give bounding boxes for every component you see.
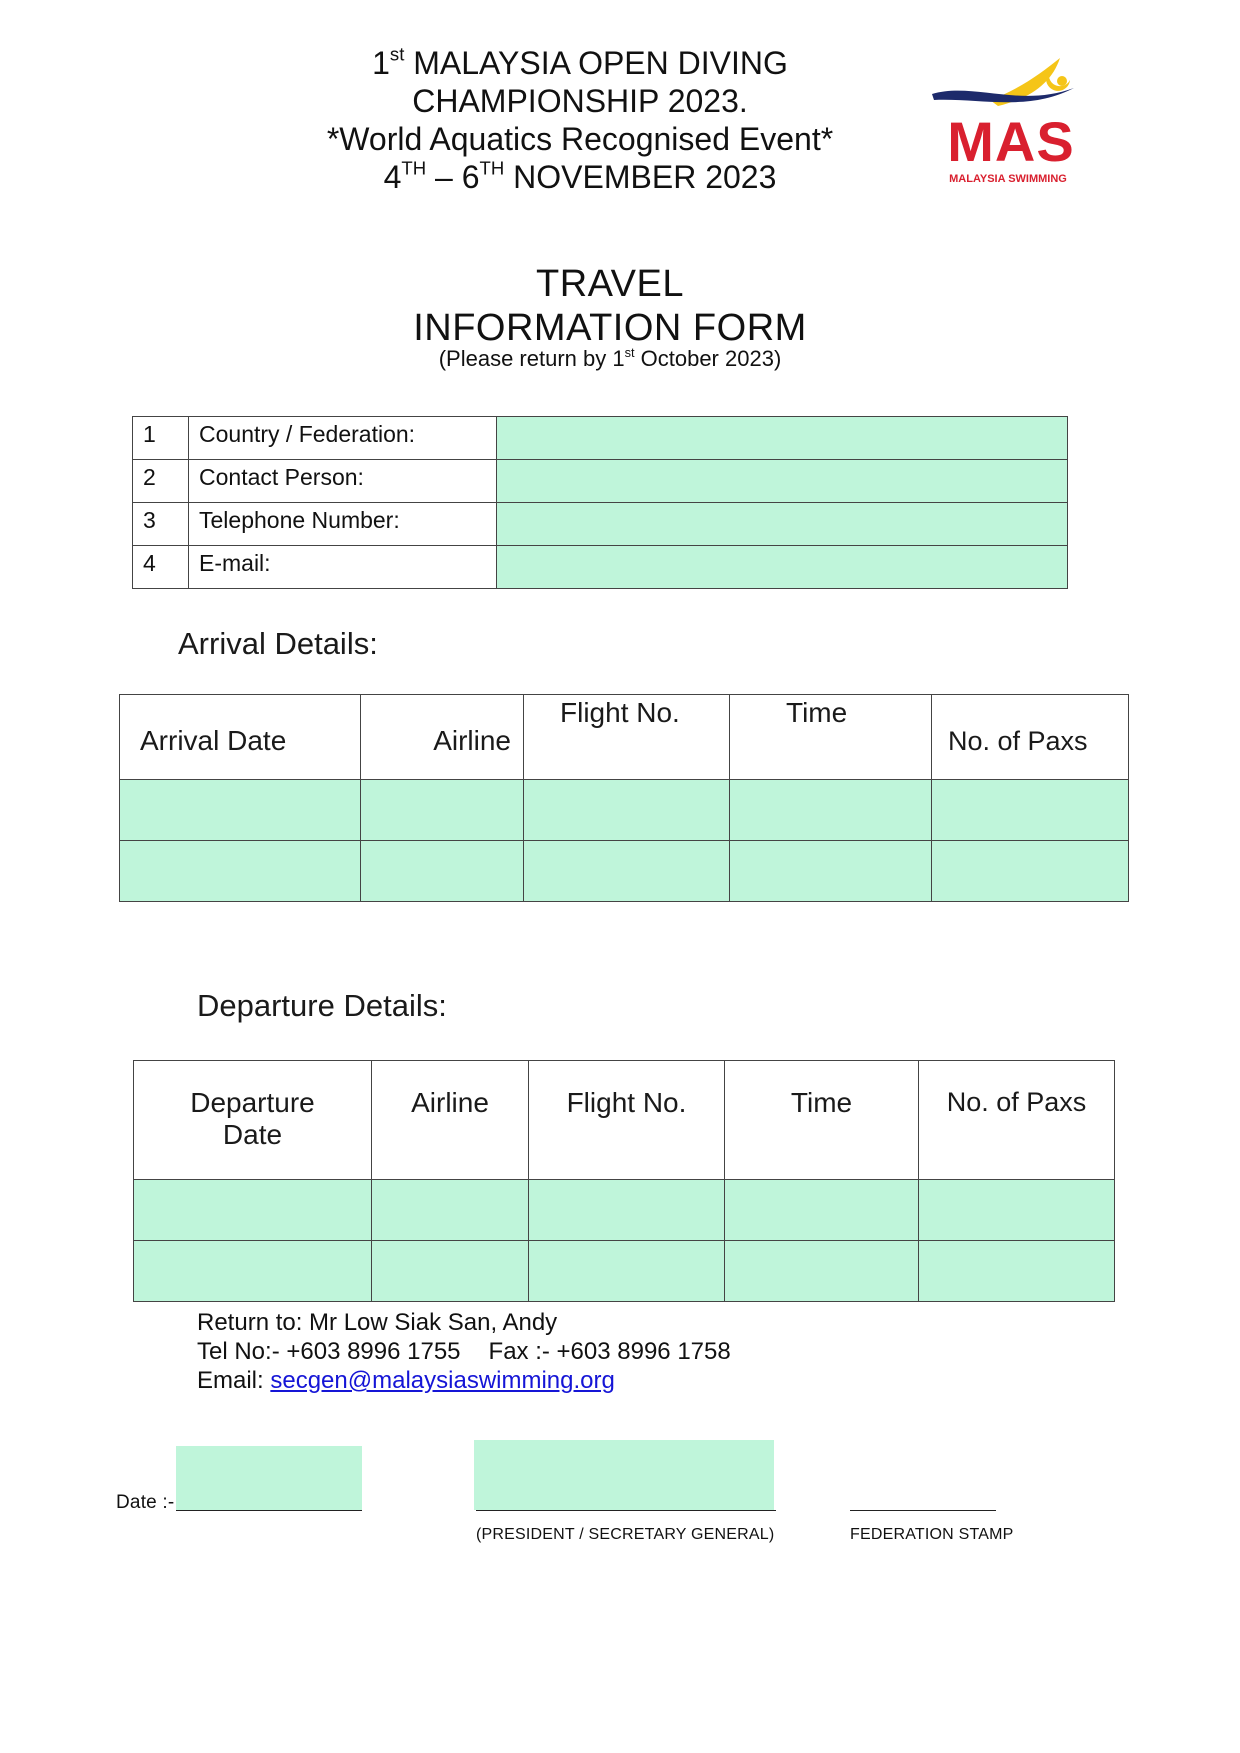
arrival-airline-cell[interactable]: [361, 780, 524, 841]
header-time: Time: [730, 695, 932, 780]
mas-logo: [928, 54, 1088, 190]
departure-airline-cell[interactable]: [372, 1180, 529, 1241]
info-row: [133, 503, 1068, 546]
arrival-row: [120, 841, 1129, 902]
departure-header-row: [134, 1061, 1115, 1180]
header-arrival-date: Arrival Date: [120, 695, 361, 780]
departure-time-cell[interactable]: [725, 1180, 919, 1241]
row-label: Contact Person:: [189, 460, 497, 503]
arrival-row: [120, 780, 1129, 841]
info-row: [133, 460, 1068, 503]
event-header: [290, 44, 870, 196]
fax-text: Fax :- +603 8996 1758: [488, 1338, 731, 1365]
president-label: (PRESIDENT / SECRETARY GENERAL): [476, 1526, 775, 1543]
row-label: E-mail:: [189, 546, 497, 589]
event-recognition: *World Aquatics Recognised Event*: [326, 121, 834, 157]
row-label: Country / Federation:: [189, 417, 497, 460]
arrival-flight-cell[interactable]: [524, 780, 730, 841]
email-link[interactable]: secgen@malaysiaswimming.org: [270, 1367, 615, 1394]
row-number: 1: [133, 417, 189, 460]
departure-airline-cell[interactable]: [372, 1241, 529, 1302]
arrival-time-cell[interactable]: [730, 780, 932, 841]
departure-flight-cell[interactable]: [529, 1241, 725, 1302]
header-airline: Airline: [361, 695, 524, 780]
header-time: Time: [725, 1061, 919, 1180]
return-to-text: Return to: Mr Low Siak San, Andy: [197, 1309, 558, 1336]
logo-subtext: MALAYSIA SWIMMING: [949, 173, 1067, 185]
date-underline: [176, 1510, 362, 1511]
event-dates: 4TH – 6TH NOVEMBER 2023: [383, 157, 777, 195]
logo-text: MAS: [947, 110, 1075, 173]
departure-details-title: Departure Details:: [197, 988, 447, 1023]
date-field[interactable]: [176, 1446, 362, 1510]
info-row: [133, 417, 1068, 460]
arrival-paxs-cell[interactable]: [932, 780, 1129, 841]
departure-paxs-cell[interactable]: [919, 1241, 1115, 1302]
arrival-details-title: Arrival Details:: [178, 626, 378, 661]
arrival-date-cell[interactable]: [120, 841, 361, 902]
contact-block: [197, 1308, 731, 1395]
row-number: 2: [133, 460, 189, 503]
header-airline: Airline: [372, 1061, 529, 1180]
arrival-time-cell[interactable]: [730, 841, 932, 902]
signature-field[interactable]: [474, 1440, 774, 1510]
telephone-number-field[interactable]: [497, 503, 1068, 546]
departure-row: [134, 1241, 1115, 1302]
phone-fax-line: [197, 1337, 731, 1366]
header-no-of-paxs: No. of Paxs: [932, 695, 1129, 780]
country-federation-field[interactable]: [497, 417, 1068, 460]
stamp-label: FEDERATION STAMP: [850, 1526, 1014, 1543]
event-title-line2: CHAMPIONSHIP 2023.: [412, 83, 748, 119]
stamp-underline: [850, 1510, 996, 1511]
header-no-of-paxs: No. of Paxs: [919, 1061, 1115, 1180]
federation-info-table: [132, 416, 1068, 589]
header-flight-no: Flight No.: [529, 1061, 725, 1180]
email-line: [197, 1366, 731, 1395]
departure-row: [134, 1180, 1115, 1241]
arrival-table: [119, 694, 1129, 902]
row-number: 3: [133, 503, 189, 546]
info-row: [133, 546, 1068, 589]
contact-person-field[interactable]: [497, 460, 1068, 503]
departure-time-cell[interactable]: [725, 1241, 919, 1302]
signature-underline: [476, 1510, 776, 1511]
arrival-date-cell[interactable]: [120, 780, 361, 841]
departure-table: [133, 1060, 1115, 1302]
form-subtitle: (Please return by 1st October 2023): [438, 344, 782, 371]
departure-flight-cell[interactable]: [529, 1180, 725, 1241]
date-label: Date :-: [116, 1492, 175, 1513]
arrival-airline-cell[interactable]: [361, 841, 524, 902]
arrival-paxs-cell[interactable]: [932, 841, 1129, 902]
departure-paxs-cell[interactable]: [919, 1180, 1115, 1241]
row-label: Telephone Number:: [189, 503, 497, 546]
arrival-header-row: [120, 695, 1129, 780]
header-flight-no: Flight No.: [524, 695, 730, 780]
email-label: Email:: [197, 1367, 271, 1394]
arrival-flight-cell[interactable]: [524, 841, 730, 902]
departure-date-cell[interactable]: [134, 1241, 372, 1302]
departure-date-cell[interactable]: [134, 1180, 372, 1241]
email-field[interactable]: [497, 546, 1068, 589]
header-departure-date: Departure Date: [134, 1061, 372, 1180]
form-title: TRAVEL INFORMATION FORM: [413, 263, 807, 349]
row-number: 4: [133, 546, 189, 589]
event-title-line1: 1st MALAYSIA OPEN DIVING: [372, 43, 788, 81]
tel-text: Tel No:- +603 8996 1755: [197, 1338, 461, 1365]
